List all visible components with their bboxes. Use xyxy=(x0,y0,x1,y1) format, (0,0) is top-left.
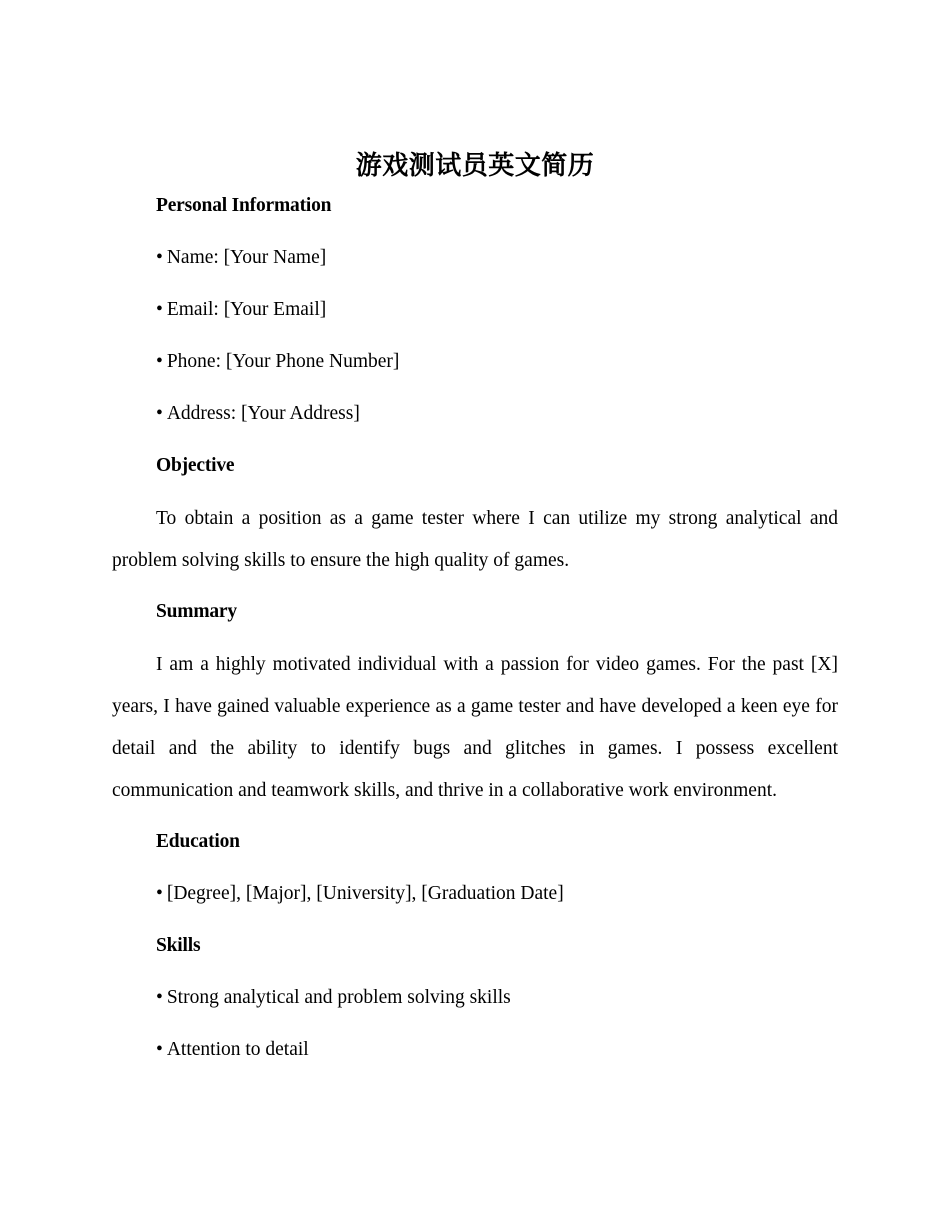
section-heading-education: Education xyxy=(156,831,240,852)
section-heading-skills: Skills xyxy=(156,935,201,956)
list-item-text: Address: [Your Address] xyxy=(166,403,360,424)
section-heading-summary: Summary xyxy=(156,601,237,622)
objective-paragraph: To obtain a position as a game tester where I can utilize my strong analytical and problem solving skills to ensure the high quality of games. xyxy=(112,508,838,571)
list-item-text: Phone: [Your Phone Number] xyxy=(166,351,400,372)
list-item-text: Strong analytical and problem solving skills xyxy=(166,987,511,1008)
bullet-icon: • xyxy=(156,1039,163,1060)
list-item-text: Email: [Your Email] xyxy=(166,299,327,320)
bullet-icon: • xyxy=(156,883,163,904)
section-heading-personal-information: Personal Information xyxy=(156,195,332,216)
list-item-name xyxy=(112,238,838,278)
bullet-icon: • xyxy=(156,299,163,320)
list-item-address xyxy=(112,394,838,434)
list-item-text: Attention to detail xyxy=(166,1039,309,1060)
bullet-icon: • xyxy=(156,247,163,268)
list-item-text: Name: [Your Name] xyxy=(166,247,327,268)
list-item-skill xyxy=(112,978,838,1018)
bullet-icon: • xyxy=(156,987,163,1008)
list-item-email xyxy=(112,290,838,330)
document-body xyxy=(112,186,838,1082)
list-item-degree xyxy=(112,874,838,914)
list-item-skill xyxy=(112,1030,838,1070)
bullet-icon: • xyxy=(156,403,163,424)
list-item-phone xyxy=(112,342,838,382)
document-title: 游戏测试员英文简历 xyxy=(355,151,595,181)
list-item-text: [Degree], [Major], [University], [Graduation Date] xyxy=(166,883,564,904)
summary-paragraph: I am a highly motivated individual with a passion for video games. For the past [X] years, I have gained valuable experience as a game tester and have developed a keen eye for detail and the ability to identify bugs and glitches in games. I possess excellent communication and teamwork skills, and thrive in a collaborative work environment. xyxy=(112,654,838,801)
section-heading-objective: Objective xyxy=(156,455,235,476)
bullet-icon: • xyxy=(156,351,163,372)
